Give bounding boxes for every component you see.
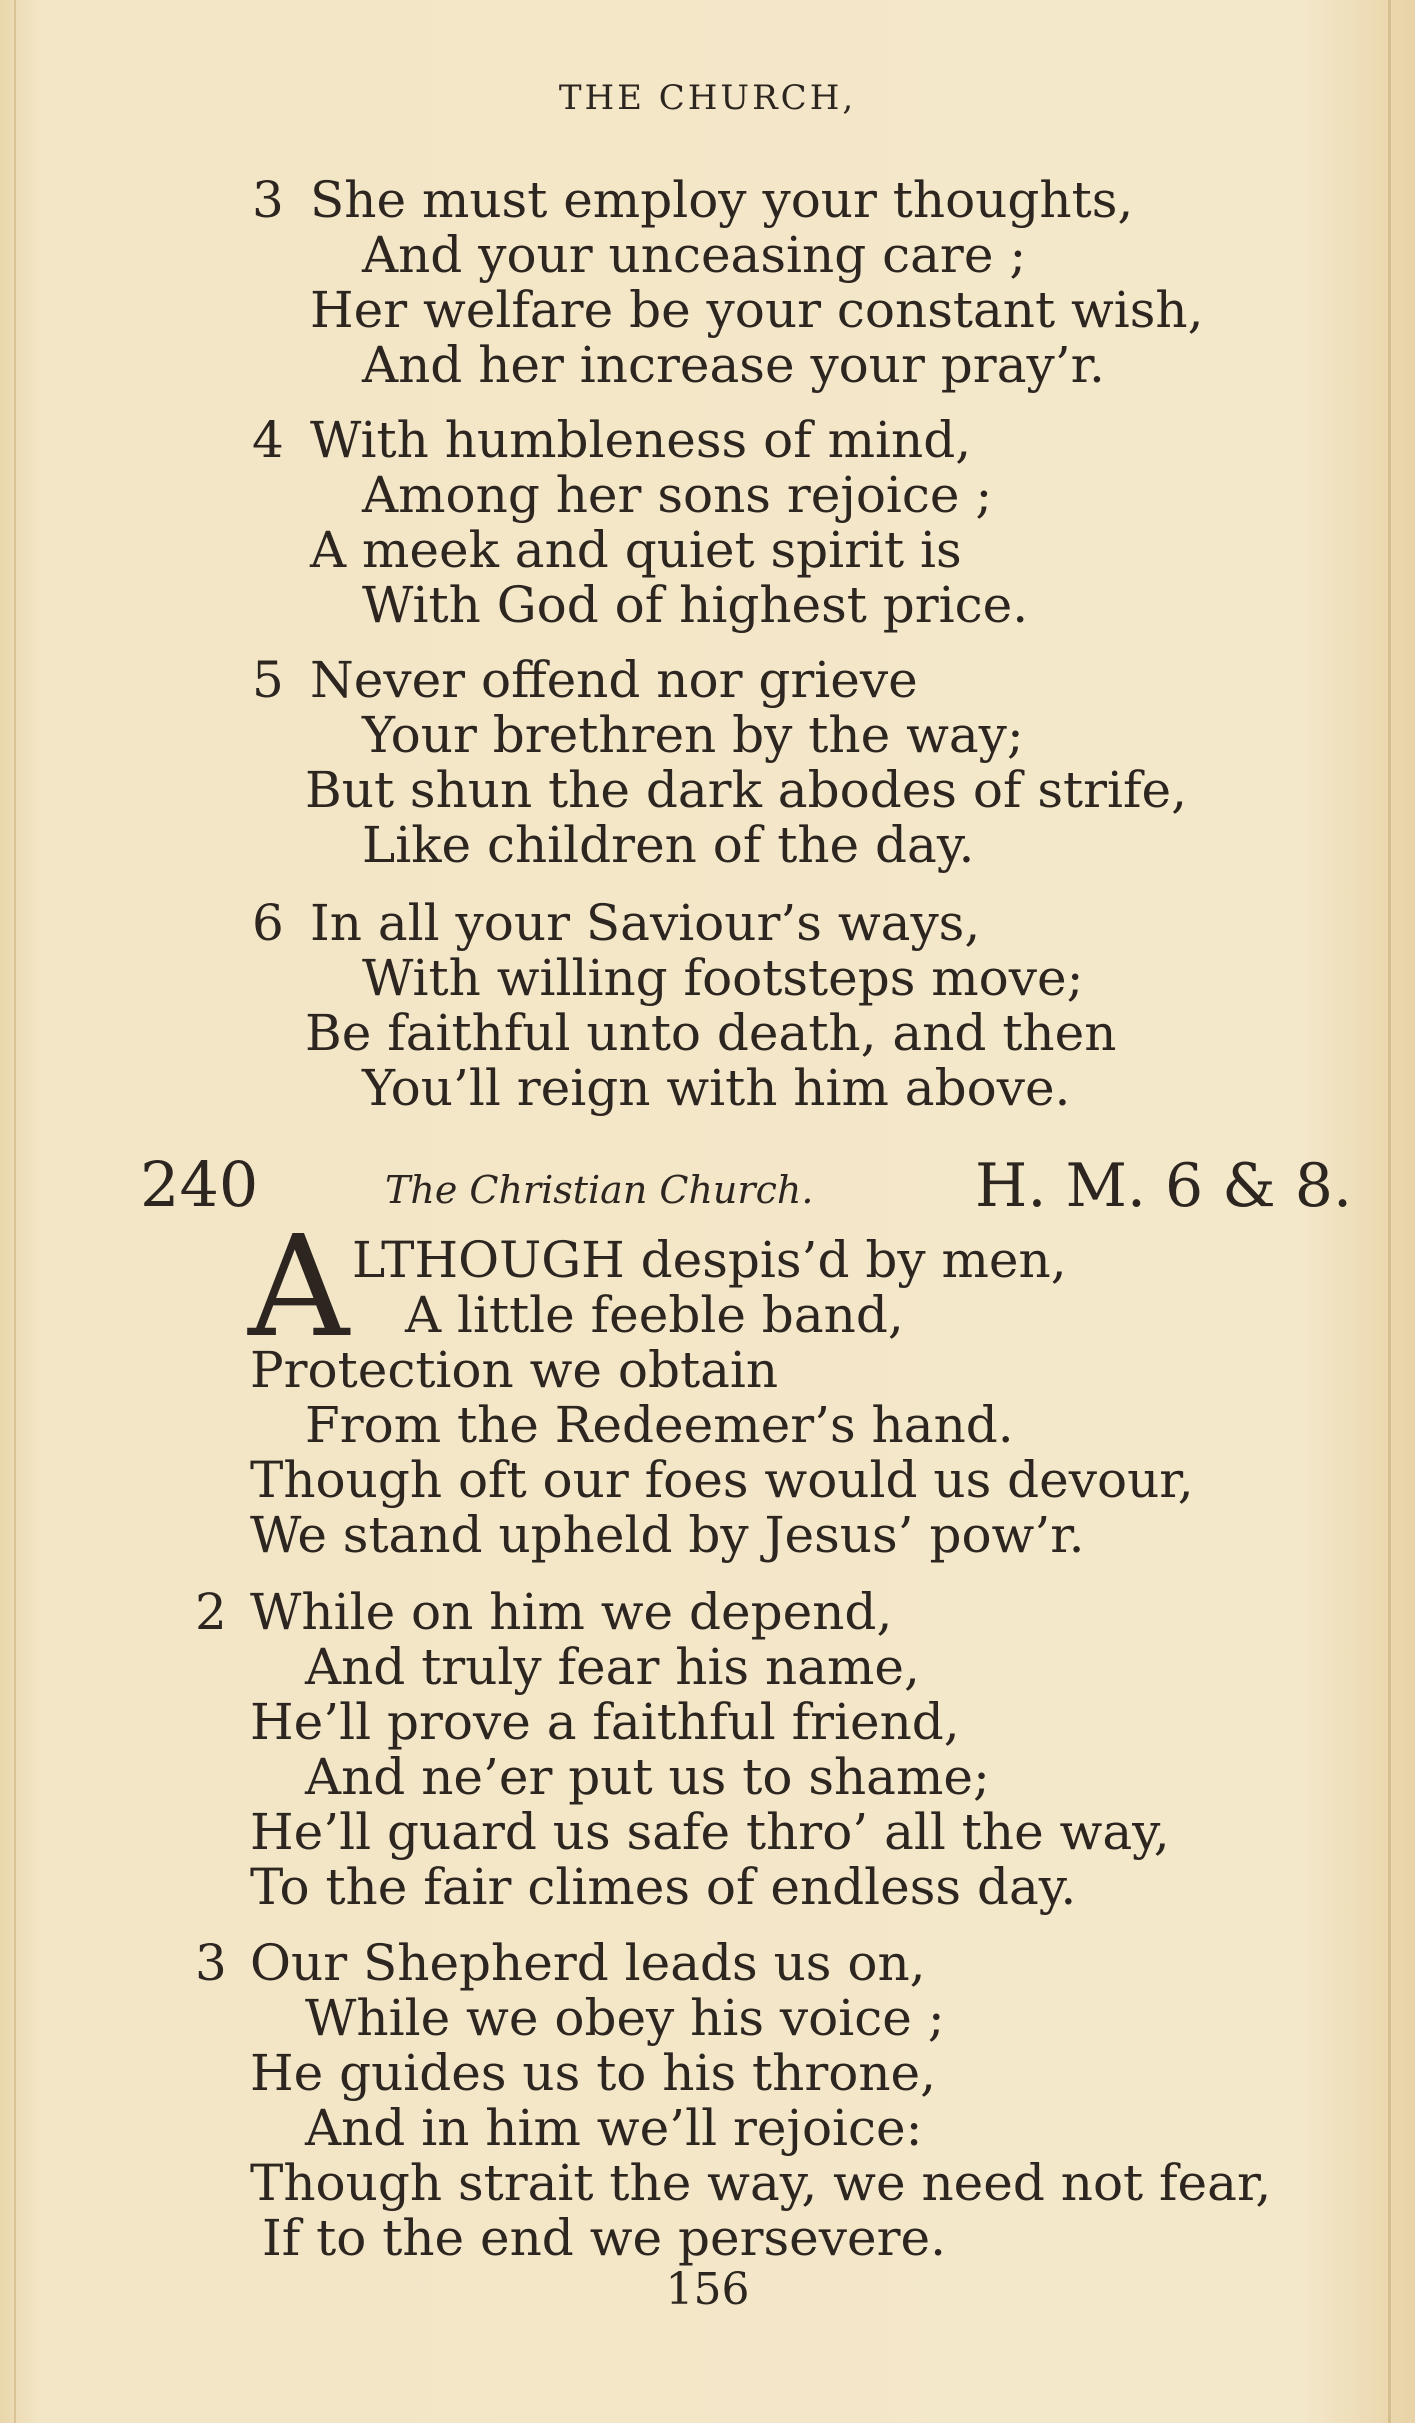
- verse-line: But shun the dark abodes of strife,: [305, 761, 1187, 819]
- verse-line: While we obey his voice ;: [305, 1989, 945, 2047]
- verse-line: A little feeble band,: [405, 1286, 904, 1344]
- hymn-number: 240: [140, 1148, 259, 1221]
- verse-line: And her increase your pray’r.: [362, 336, 1105, 394]
- verse-line: And ne’er put us to shame;: [305, 1748, 990, 1806]
- verse-line: Never offend nor grieve: [310, 651, 918, 709]
- verse-line: With humbleness of mind,: [310, 411, 972, 469]
- running-header: THE CHURCH,: [558, 78, 857, 118]
- verse-line: Her welfare be your constant wish,: [310, 281, 1204, 339]
- verse-line: He’ll prove a faithful friend,: [250, 1693, 960, 1751]
- verse-line: While on him we depend,: [250, 1583, 893, 1641]
- verse-line: You’ll reign with him above.: [362, 1059, 1071, 1117]
- verse-line: In all your Saviour’s ways,: [310, 894, 981, 952]
- hymn-meter: H. M. 6 & 8.: [975, 1151, 1353, 1221]
- page-edge-left: [14, 0, 16, 2423]
- verse-line: Among her sons rejoice ;: [362, 466, 993, 524]
- verse-line: From the Redeemer’s hand.: [305, 1396, 1014, 1454]
- verse-line: A meek and quiet spirit is: [310, 521, 962, 579]
- verse-number: 4: [252, 411, 284, 469]
- verse-number: 3: [195, 1934, 227, 1992]
- drop-cap: A: [248, 1206, 350, 1369]
- verse-line: Our Shepherd leads us on,: [250, 1934, 926, 1992]
- verse-line: With willing footsteps move;: [362, 949, 1084, 1007]
- verse-line: LTHOUGH despis’d by men,: [352, 1231, 1067, 1289]
- verse-line: Like children of the day.: [362, 816, 975, 874]
- verse-line: To the fair climes of endless day.: [250, 1858, 1077, 1916]
- verse-line: And in him we’ll rejoice:: [305, 2099, 923, 2157]
- verse-line: And your unceasing care ;: [362, 226, 1027, 284]
- verse-number: 3: [252, 171, 284, 229]
- verse-line: We stand upheld by Jesus’ pow’r.: [250, 1506, 1085, 1564]
- verse-line: With God of highest price.: [362, 576, 1029, 634]
- verse-line: If to the end we persevere.: [262, 2209, 946, 2267]
- hymn-title: The Christian Church.: [385, 1168, 814, 1212]
- verse-line: He’ll guard us safe thro’ all the way,: [250, 1803, 1170, 1861]
- verse-number: 5: [252, 651, 284, 709]
- verse-line: Protection we obtain: [250, 1341, 779, 1399]
- verse-line: She must employ your thoughts,: [310, 171, 1134, 229]
- page-number: 156: [665, 2264, 750, 2315]
- verse-number: 2: [195, 1583, 227, 1641]
- verse-line: He guides us to his throne,: [250, 2044, 937, 2102]
- verse-line: Your brethren by the way;: [362, 706, 1024, 764]
- verse-line: Be faithful unto death, and then: [305, 1004, 1117, 1062]
- verse-line: Though oft our foes would us devour,: [250, 1451, 1194, 1509]
- verse-number: 6: [252, 894, 284, 952]
- verse-line: Though strait the way, we need not fear,: [250, 2154, 1272, 2212]
- page-edge-right: [1388, 0, 1391, 2423]
- verse-line: And truly fear his name,: [305, 1638, 920, 1696]
